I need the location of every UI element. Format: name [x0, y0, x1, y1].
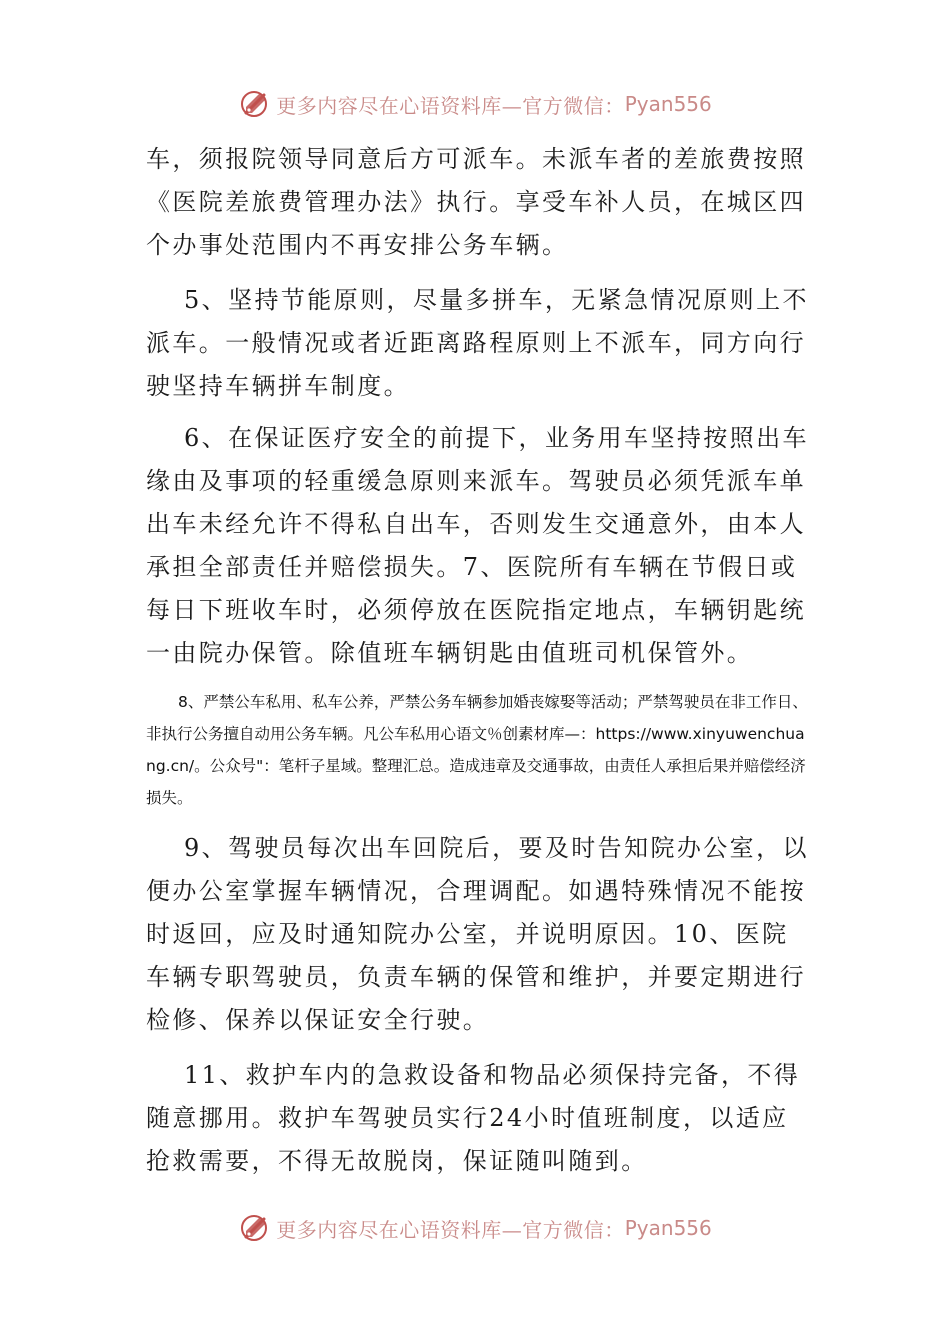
- banner-wechat-id: Pyan556: [624, 1216, 712, 1240]
- banner-text: 更多内容尽在心语资料库—官方微信：: [276, 93, 625, 118]
- paragraph-5: 5、坚持节能原则，尽量多拼车，无紧急情况原则上不派车。一般情况或者近距离路程原则上不派车，同方向行驶坚持车辆拼车制度。: [146, 286, 809, 400]
- paragraph-11: 11、救护车内的急救设备和物品必须保持完备，不得随意挪用。救护车驾驶员实行24小时值班制度，以适应抢救需要，不得无故脱岗，保证随叫随到。: [146, 1061, 801, 1175]
- paragraph-9-10: 9、驾驶员每次出车回院后，要及时告知院办公室，以便办公室掌握车辆情况，合理调配。如遇特殊情况不能按时返回，应及时通知院办公室，并说明原因。10、医院车辆专职驾驶员，负责车辆的保管和维护，并要定期进行检修、保养以保证安全行驶。: [146, 834, 809, 1034]
- paragraph-1: 车，须报院领导同意后方可派车。未派车者的差旅费按照《医院差旅费管理办法》执行。享受车补人员，在城区四个办事处范围内不再安排公务车辆。: [146, 145, 806, 259]
- pen-logo-icon: [238, 87, 272, 121]
- paragraph-8: 8、严禁公车私用、私车公养，严禁公务车辆参加婚丧嫁娶等活动；严禁驾驶员在非工作日、非执行公务擅自动用公务车辆。凡公车私用心语文％创素材库—：https://www.xinyuwenchuang.cn/。公众号"：笔杆子星域。整理汇总。造成违章及交通事故，由责任人承担后果并赔偿经济损失。: [146, 693, 808, 807]
- banner-text: 更多内容尽在心语资料库—官方微信：: [276, 1217, 625, 1242]
- pen-logo-icon: [238, 1211, 272, 1245]
- banner-wechat-id: Pyan556: [624, 92, 712, 116]
- footer-banner: [0, 1208, 950, 1248]
- paragraph-6-7: 6、在保证医疗安全的前提下，业务用车坚持按照出车缘由及事项的轻重缓急原则来派车。驾驶员必须凭派车单出车未经允许不得私自出车，否则发生交通意外，由本人承担全部责任并赔偿损失。7、医院所有车辆在节假日或每日下班收车时，必须停放在医院指定地点，车辆钥匙统一由院办保管。除值班车辆钥匙由值班司机保管外。: [146, 424, 809, 667]
- header-banner: [0, 84, 950, 124]
